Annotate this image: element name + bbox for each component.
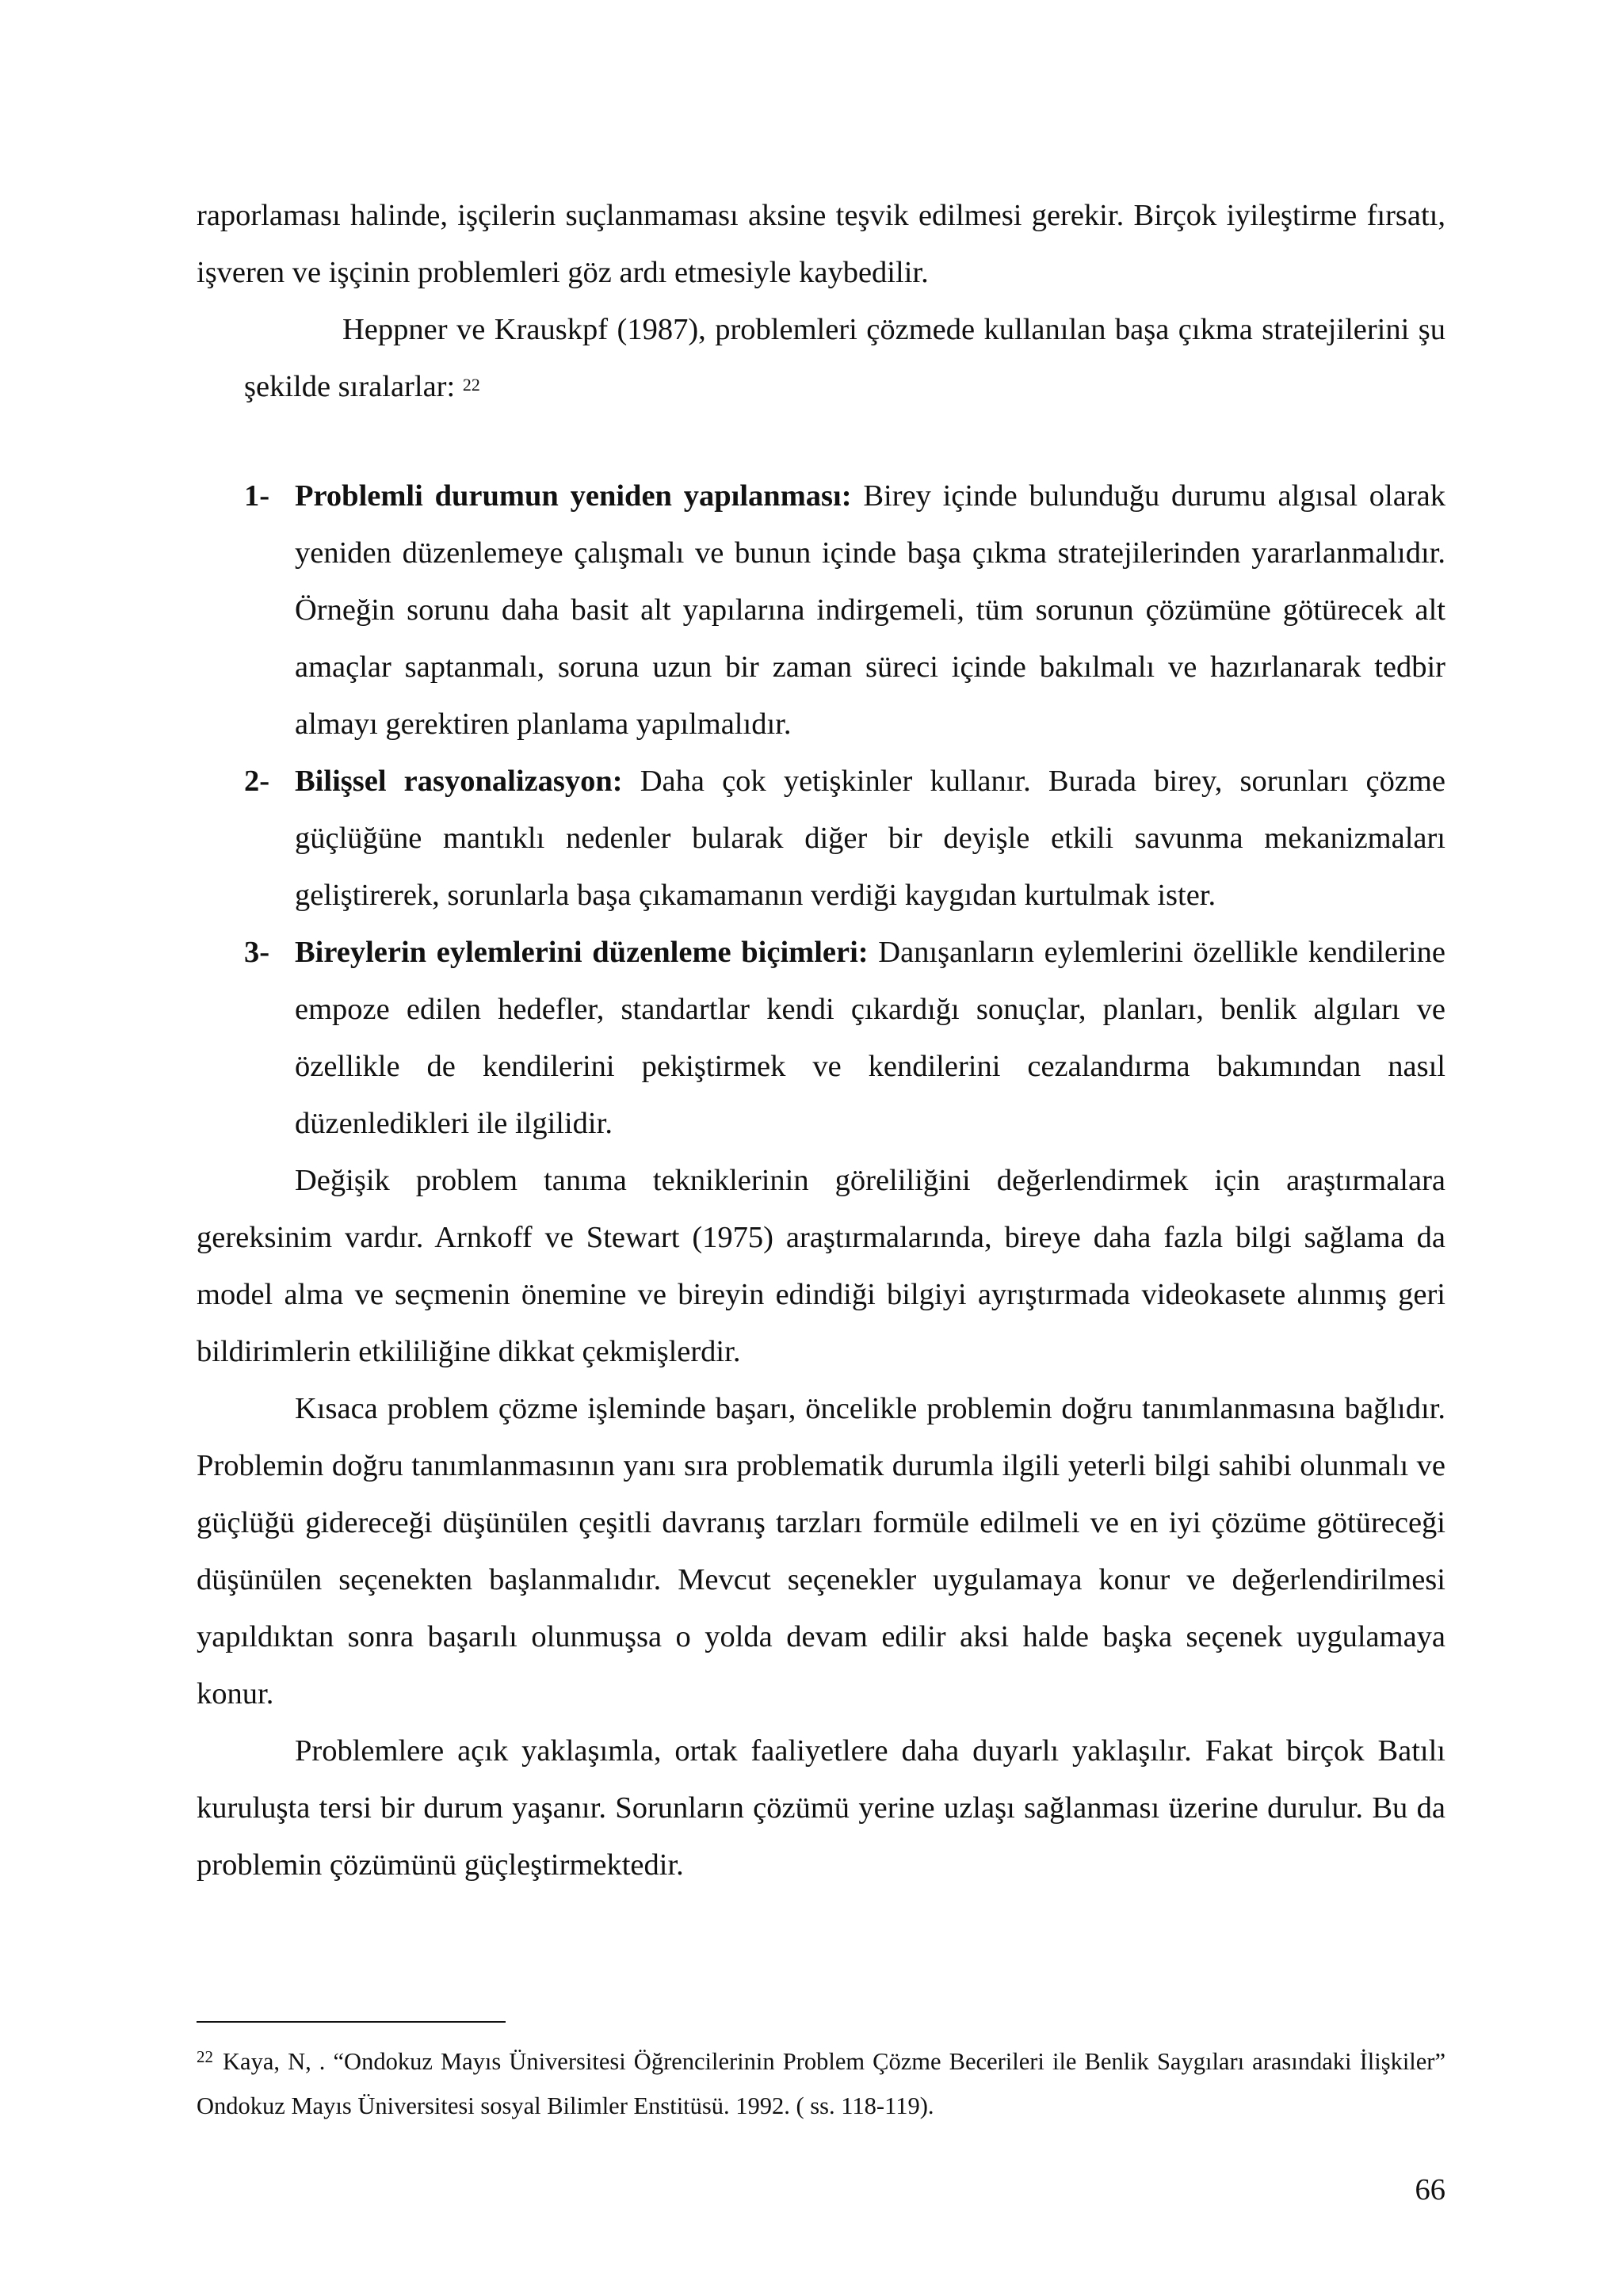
list-item <box>197 467 1445 753</box>
list-item-title: Problemli durumun yeniden yapılanması: <box>295 479 852 513</box>
strategy-list <box>197 467 1445 1152</box>
footnote-text: Kaya, N, . “Ondokuz Mayıs Üniversitesi Öğrencilerinin Problem Çözme Becerileri ile Benlik Saygıları arasındaki İlişkiler” Ondokuz Mayıs Üniversitesi sosyal Bilimler Enstitüsü. 1992. ( ss. 118-119). <box>197 2048 1445 2119</box>
list-item-text: Birey içinde bulunduğu durumu algısal olarak yeniden düzenlemeye çalışmalı ve bunun içinde başa çıkma stratejilerinden yararlanmalıdır. Örneğin sorunu daha basit alt yapılarına indirgemeli, tüm sorunun çözümüne götürecek alt amaçlar saptanmalı, soruna uzun bir zaman süreci içinde bakılmalı ve hazırlanarak tedbir almayı gerektiren planlama yapılmalıdır. <box>295 479 1446 741</box>
paragraph: Problemlere açık yaklaşımla, ortak faaliyetlere daha duyarlı yaklaşılır. Fakat birçok Batılı kuruluşta tersi bir durum yaşanır. Sorunların çözümü yerine uzlaşı sağlanması üzerine durulur. Bu da problemin çözümünü güçleştirmektedir. <box>197 1734 1445 1882</box>
list-item-number: 1- <box>244 479 270 513</box>
paragraph-intro <box>197 301 1445 415</box>
paragraph: Değişik problem tanıma tekniklerinin göreliliğini değerlendirmek için araştırmalara gereksinim vardır. Arnkoff ve Stewart (1975) araştırmalarında, bireye daha fazla bilgi sağlama da model alma ve seçmenin önemine ve bireyin edindiği bilgiyi ayrıştırmada videokasete alınmış geri bildirimlerin etkililiğine dikkat çekmişlerdir. <box>197 1164 1445 1368</box>
list-item-title: Bilişsel rasyonalizasyon: <box>295 765 623 798</box>
list-item-number: 3- <box>244 936 270 969</box>
spacer <box>197 415 1445 467</box>
list-item-text: Daha çok yetişkinler kullanır. Burada birey, sorunları çözme güçlüğüne mantıklı nedenler bularak diğer bir deyişle etkili savunma mekanizmaları geliştirerek, sorunlarla başa çıkamamanın verdiği kaygıdan kurtulmak ister. <box>295 765 1445 912</box>
footnote-number: 22 <box>197 2047 213 2066</box>
list-item <box>197 753 1445 924</box>
list-item-text: Danışanların eylemlerini özellikle kendilerine empoze edilen hedefler, standartlar kendi çıkardığı sonuçlar, planları, benlik algıları ve özellikle de kendilerini pekiştirmek ve kendilerini cezalandırma bakımından nasıl düzenledikleri ile ilgilidir. <box>295 936 1445 1140</box>
footnote-divider <box>197 2021 506 2023</box>
intro-text: Heppner ve Krauskpf (1987), problemleri çözmede kullanılan başa çıkma stratejilerini şu şekilde sıralarlar: <box>244 313 1445 403</box>
list-item <box>197 924 1445 1152</box>
footnote-reference: 22 <box>462 375 480 395</box>
paragraph-continued: raporlaması halinde, işçilerin suçlanmaması aksine teşvik edilmesi gerekir. Birçok iyileştirme fırsatı, işveren ve işçinin problemleri göz ardı etmesiyle kaybedilir. <box>197 199 1445 289</box>
list-item-number: 2- <box>244 765 270 798</box>
footnote <box>197 2039 1445 2128</box>
paragraph: Kısaca problem çözme işleminde başarı, öncelikle problemin doğru tanımlanmasına bağlıdır. Problemin doğru tanımlanmasının yanı sıra problematik durumla ilgili yeterli bilgi sahibi olunmalı ve güçlüğü gidereceği düşünülen çeşitli davranış tarzları formüle edilmeli ve en iyi çözüme götüreceği düşünülen seçenekten başlanmalıdır. Mevcut seçenekler uygulamaya konur ve değerlendirilmesi yapıldıktan sonra başarılı olunmuşsa o yolda devam edilir aksi halde başka seçenek uygulamaya konur. <box>197 1392 1445 1711</box>
page-number: 66 <box>1415 2173 1445 2206</box>
list-item-title: Bireylerin eylemlerini düzenleme biçimleri: <box>295 936 869 969</box>
document-body <box>197 187 1445 1894</box>
